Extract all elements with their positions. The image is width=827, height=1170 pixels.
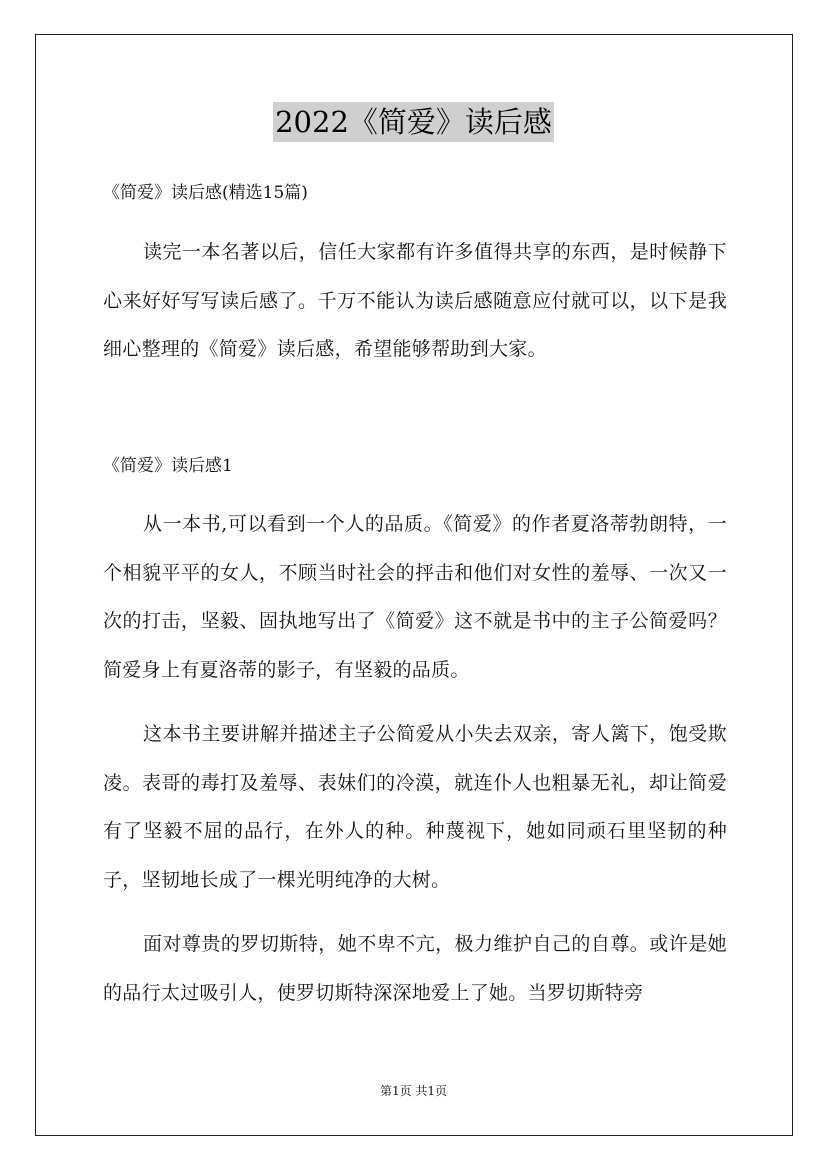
body-paragraph-3: 面对尊贵的罗切斯特，她不卑不亢，极力维护自己的自尊。或许是她的品行太过吸引人，使罗切斯特深深地爱上了她。当罗切斯特旁 [103, 933, 727, 1004]
document-subtitle: 《简爱》读后感(精选15篇) [103, 183, 308, 203]
body-paragraph-1: 从一本书,可以看到一个人的品质。《简爱》的作者夏洛蒂勃朗特，一个相貌平平的女人，不顾当时社会的抨击和他们对女性的羞辱、一次又一次的打击，坚毅、固执地写出了《简爱》这不就是书中的主子公简爱吗？简爱身上有夏洛蒂的影子，有坚毅的品质。 [103, 513, 727, 681]
section-heading: 《简爱》读后感1 [103, 456, 233, 476]
title-container [0, 102, 827, 142]
page-footer: 第1页 共1页 [379, 1084, 448, 1098]
document-title: 2022《简爱》读后感 [273, 102, 554, 142]
body-paragraph-2: 这本书主要讲解并描述主子公简爱从小失去双亲，寄人篱下，饱受欺凌。表哥的毒打及羞辱、表妹们的冷漠，就连仆人也粗暴无礼，却让简爱有了坚毅不屈的品行，在外人的种。种蔑视下，她如同顽石里坚韧的种子，坚韧地长成了一棵光明纯净的大树。 [103, 723, 727, 891]
intro-paragraph: 读完一本名著以后，信任大家都有许多值得共享的东西，是时候静下心来好好写写读后感了。千万不能认为读后感随意应付就可以，以下是我细心整理的《简爱》读后感，希望能够帮助到大家。 [103, 241, 727, 360]
